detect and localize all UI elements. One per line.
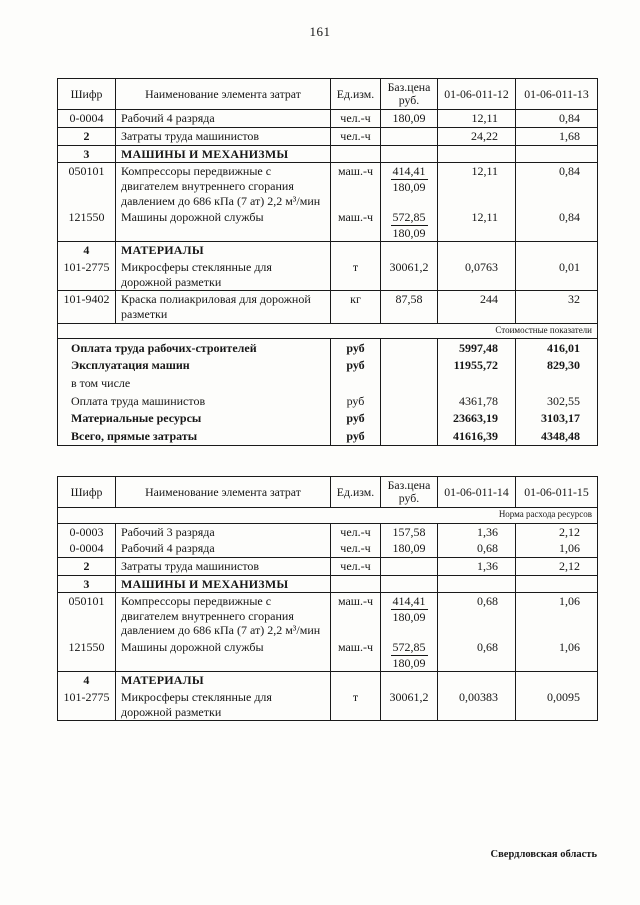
cell-code: 2 [58,128,116,146]
cost-table-01-06-011-14-15 [57,476,598,721]
cell-value-2: 0,84 [516,163,598,209]
price-denominator: 180,09 [392,179,426,194]
table-row [58,163,598,209]
cell-value-2: 0,84 [516,209,598,242]
cell-value-1: 244 [438,291,516,323]
cell-unit: маш.-ч [331,593,381,639]
table-row [58,540,598,557]
column-header: Баз.цена руб. [381,79,438,110]
summary-unit: руб [331,356,381,374]
cell-code: 121550 [58,209,116,242]
table-row [58,575,598,593]
cell-code: 3 [58,575,116,593]
cell-unit: маш.-ч [331,639,381,672]
summary-value-2: 302,55 [516,392,598,410]
cell-unit: кг [331,291,381,323]
summary-value-1: 23663,19 [438,409,516,427]
cell-code: 3 [58,145,116,163]
cell-value-2 [516,672,598,689]
summary-label: Оплата труда машинистов [71,393,206,408]
cell-base-price [381,575,438,593]
cell-unit: чел.-ч [331,128,381,146]
price-fraction [391,594,428,624]
cell-name: Рабочий 4 разряда [116,110,331,128]
cell-code: 050101 [68,594,105,609]
cell-name: Рабочий 4 разряда [116,540,331,557]
page-number: 161 [309,24,331,39]
summary-value-2 [516,374,598,392]
cell-unit: маш.-ч [331,209,381,242]
cell-name: Компрессоры передвижные с двигателем внутреннего сгорания давлением до 686 кПа (7 ат) 2,2 м³/мин [116,593,331,639]
cell-value-1: 0,68 [438,540,516,557]
column-header: Баз.цена руб. [381,477,438,508]
cell-base-price [381,145,438,163]
cell-base-price [381,672,438,689]
cell-value-1: 1,36 [438,557,516,575]
cell-name: Микросферы стеклянные для дорожной разметки [116,689,331,721]
table-row [58,110,598,128]
column-header: Наименование элемента затрат [116,79,331,110]
cell-base-price: 180,09 [381,540,438,557]
cell-base-price [381,209,438,242]
cell-name: Затраты труда машинистов [116,128,331,146]
cell-code: 4 [83,673,90,688]
summary-unit: руб [331,338,381,356]
cell-unit: т [331,689,381,721]
band-label: Норма расхода ресурсов [58,508,598,523]
cell-unit: чел.-ч [331,523,381,540]
cell-name: МАТЕРИАЛЫ [116,672,331,689]
cell-name: МАТЕРИАЛЫ [116,242,331,259]
cell-value-2: 1,06 [516,639,598,672]
cell-value-1: 0,68 [438,639,516,672]
cell-name: Машины дорожной службы [116,639,331,672]
price-numerator: 414,41 [392,594,426,609]
column-header: 01-06-011-13 [516,79,598,110]
cell-code: 050101 [68,164,105,179]
summary-base-price [381,409,438,427]
table-row [58,639,598,672]
summary-row [58,409,598,427]
cell-value-1 [438,672,516,689]
cell-base-price [381,593,438,639]
summary-unit: руб [331,409,381,427]
region-label: Свердловская область [490,849,597,860]
summary-value-2: 829,30 [516,356,598,374]
cell-value-1 [438,145,516,163]
summary-value-1: 5997,48 [438,338,516,356]
summary-row [58,374,598,392]
price-numerator: 572,85 [392,210,426,225]
cell-code: 2 [58,557,116,575]
band-row [58,508,598,523]
cell-name: Компрессоры передвижные с двигателем внутреннего сгорания давлением до 686 кПа (7 ат) 2,2 м³/мин [116,163,331,209]
table-row [58,259,598,291]
cell-base-price [381,242,438,259]
cell-code: 4 [83,243,90,258]
cell-unit: чел.-ч [331,540,381,557]
summary-value-2: 3103,17 [516,409,598,427]
cell-value-1: 12,11 [438,209,516,242]
price-fraction [391,210,428,240]
cell-value-2: 2,12 [516,523,598,540]
summary-row [58,356,598,374]
summary-value-1: 4361,78 [438,392,516,410]
cell-value-2 [516,242,598,259]
cell-value-2: 1,06 [516,540,598,557]
cell-value-2 [516,145,598,163]
summary-unit: руб [331,392,381,410]
cell-value-1: 12,11 [438,110,516,128]
cell-base-price: 87,58 [381,291,438,323]
cell-value-1 [438,575,516,593]
cell-base-price [381,557,438,575]
summary-label: Оплата труда рабочих-строителей [71,340,257,355]
cell-value-2: 2,12 [516,557,598,575]
table-row [58,291,598,323]
summary-value-1: 41616,39 [438,427,516,445]
summary-value-2: 416,01 [516,338,598,356]
header-row [58,477,598,508]
table-row [58,593,598,639]
price-denominator: 180,09 [392,225,426,240]
cost-table-01-06-011-12-13 [57,78,598,446]
summary-base-price [381,338,438,356]
cell-name: МАШИНЫ И МЕХАНИЗМЫ [116,145,331,163]
cell-value-2: 1,68 [516,128,598,146]
cell-value-1: 0,00383 [438,689,516,721]
price-fraction [391,640,428,670]
summary-base-price [381,356,438,374]
cell-value-2: 0,84 [516,110,598,128]
header-row [58,79,598,110]
column-header: Ед.изм. [331,79,381,110]
table-row [58,557,598,575]
cell-unit: чел.-ч [331,557,381,575]
cell-base-price [381,163,438,209]
cell-value-2 [516,575,598,593]
cell-unit [331,575,381,593]
cell-code: 0-0004 [58,540,116,557]
cell-base-price: 157,58 [381,523,438,540]
cell-value-2: 32 [516,291,598,323]
summary-label: в том числе [71,376,131,391]
table-row [58,209,598,242]
summary-value-1: 11955,72 [438,356,516,374]
cell-value-2: 0,0095 [516,689,598,721]
cell-code: 0-0004 [58,110,116,128]
cell-unit [331,242,381,259]
cell-name: Рабочий 3 разряда [116,523,331,540]
column-header: 01-06-011-14 [438,477,516,508]
column-header: 01-06-011-15 [516,477,598,508]
column-header: 01-06-011-12 [438,79,516,110]
cell-unit: чел.-ч [331,110,381,128]
column-header: Наименование элемента затрат [116,477,331,508]
summary-label: Материальные ресурсы [71,411,202,426]
summary-label: Всего, прямые затраты [71,428,198,443]
cell-value-1: 0,68 [438,593,516,639]
price-denominator: 180,09 [392,655,426,670]
cell-base-price: 30061,2 [381,259,438,291]
summary-row [58,392,598,410]
cell-unit [331,672,381,689]
table-row [58,672,598,689]
cell-unit: маш.-ч [331,163,381,209]
cell-code: 0-0003 [69,524,104,539]
cell-code: 101-2775 [58,259,116,291]
summary-row [58,427,598,445]
summary-row [58,338,598,356]
column-header: Шифр [58,79,116,110]
table-row [58,689,598,721]
summary-unit [331,374,381,392]
cell-base-price: 180,09 [381,110,438,128]
summary-base-price [381,427,438,445]
cell-base-price [381,128,438,146]
summary-band-row [58,323,598,338]
summary-band-label: Стоимостные показатели [58,323,598,338]
table-row [58,242,598,259]
cell-name: Машины дорожной службы [116,209,331,242]
cell-base-price: 30061,2 [381,689,438,721]
price-denominator: 180,09 [392,609,426,624]
cell-value-1 [438,242,516,259]
cell-name: Затраты труда машинистов [116,557,331,575]
cell-unit: т [331,259,381,291]
cell-name: Краска полиакриловая для дорожной разметки [116,291,331,323]
price-fraction [391,164,428,194]
cell-unit [331,145,381,163]
column-header: Ед.изм. [331,477,381,508]
cell-value-2: 0,01 [516,259,598,291]
cell-code: 101-9402 [58,291,116,323]
cell-value-1: 24,22 [438,128,516,146]
price-numerator: 414,41 [392,164,426,179]
cell-value-2: 1,06 [516,593,598,639]
summary-unit: руб [331,427,381,445]
cell-value-1: 1,36 [438,523,516,540]
cell-value-1: 0,0763 [438,259,516,291]
table-row [58,145,598,163]
summary-label: Эксплуатация машин [71,358,190,373]
table-row [58,523,598,540]
summary-value-1 [438,374,516,392]
summary-base-price [381,392,438,410]
price-numerator: 572,85 [392,640,426,655]
cell-base-price [381,639,438,672]
table-row [58,128,598,146]
summary-value-2: 4348,48 [516,427,598,445]
cell-name: МАШИНЫ И МЕХАНИЗМЫ [116,575,331,593]
summary-base-price [381,374,438,392]
cell-code: 121550 [58,639,116,672]
cell-name: Микросферы стеклянные для дорожной разметки [116,259,331,291]
cell-code: 101-2775 [63,689,110,704]
column-header: Шифр [58,477,116,508]
cell-value-1: 12,11 [438,163,516,209]
